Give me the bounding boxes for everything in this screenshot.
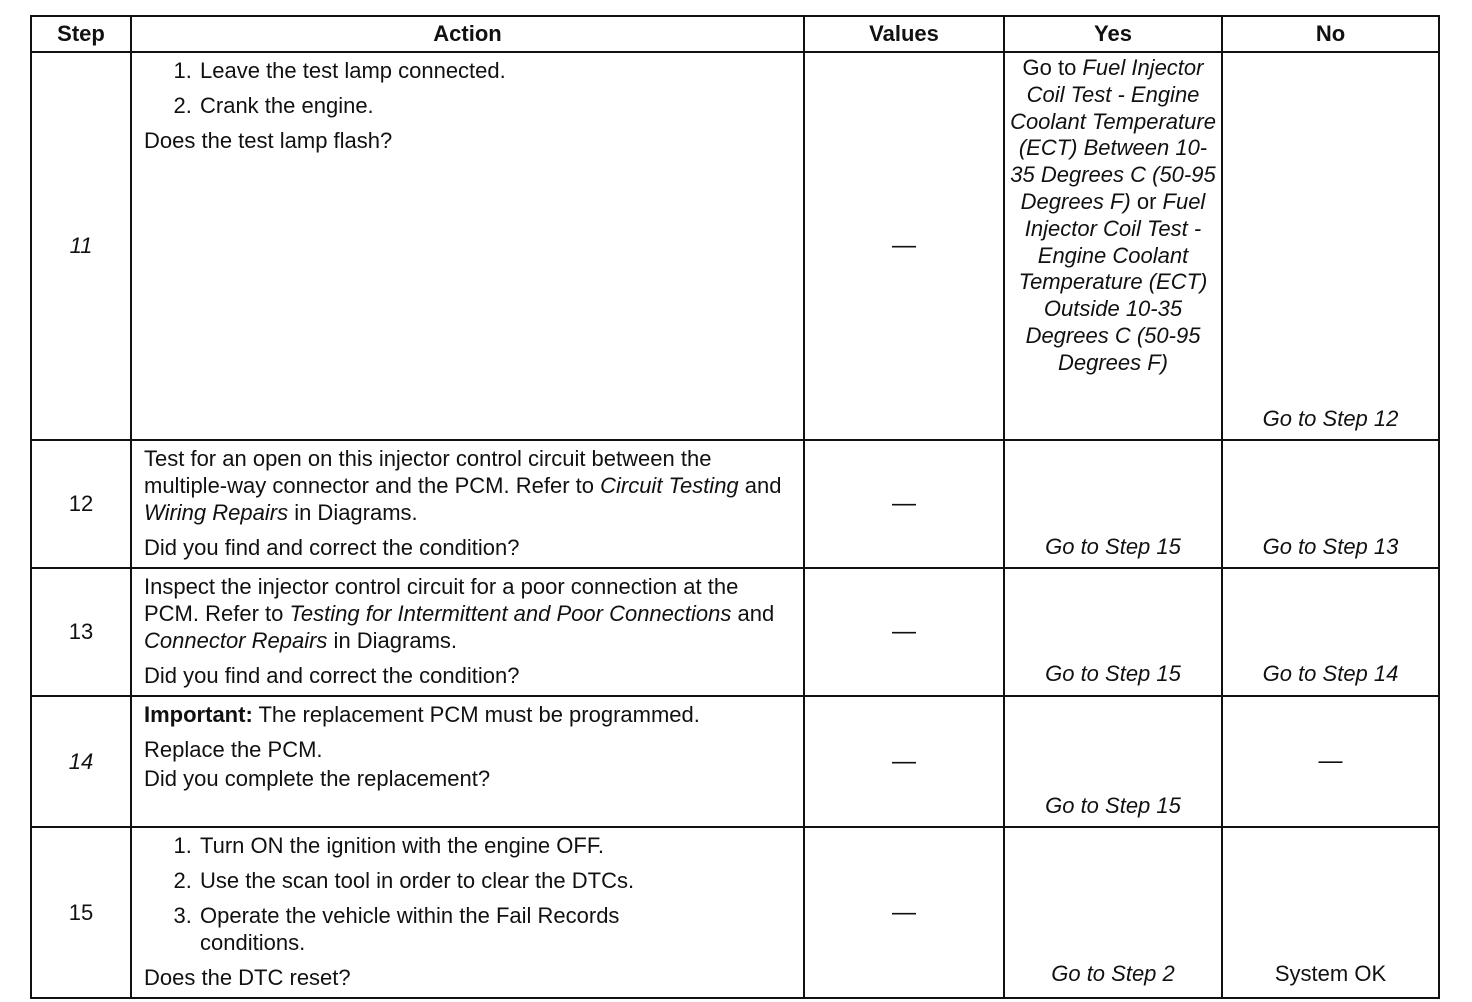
table-row (31, 440, 1439, 568)
header-row (31, 16, 1439, 52)
action-link-wiring-repairs[interactable]: Wiring Repairs (144, 500, 289, 525)
action-question: Did you complete the replacement? (144, 766, 491, 791)
important-note (144, 701, 793, 728)
yes-link[interactable]: Go to Step 15 (1045, 661, 1181, 687)
table-row (31, 568, 1439, 696)
list-item: 1. Leave the test lamp connected. (198, 57, 793, 84)
no-link[interactable]: Go to Step 12 (1262, 406, 1399, 432)
yes-or: or (1130, 188, 1163, 214)
action-cell (131, 696, 804, 827)
values-cell: — (804, 827, 1004, 998)
step-number: 11 (31, 52, 131, 440)
action-cell (131, 568, 804, 696)
action-list (144, 832, 793, 956)
action-cell (131, 440, 804, 568)
action-text (144, 573, 793, 654)
no-cell (1222, 827, 1439, 998)
no-result: System OK (1274, 961, 1387, 987)
no-cell (1222, 568, 1439, 696)
action-text-part: Inspect the injector control circuit for a poor connection at the PCM. Refer to (144, 574, 739, 626)
action-instruction: Replace the PCM. (144, 737, 323, 762)
action-question: Did you find and correct the condition? (144, 535, 520, 560)
values-cell: — (804, 568, 1004, 696)
action-text-part: Test for an open on this injector control circuit between the multiple-way connector and the PCM. Refer to (144, 446, 712, 498)
action-link-circuit-testing[interactable]: Circuit Testing (600, 473, 739, 498)
no-link[interactable]: Go to Step 14 (1262, 661, 1399, 687)
yes-link-outside[interactable]: Fuel Injector Coil Test - Engine Coolant Temperature (ECT) Outside 10-35 Degrees C (50-95 Degrees F) (1018, 188, 1208, 375)
step-number: 14 (31, 696, 131, 827)
step-number: 12 (31, 440, 131, 568)
no-cell (1222, 440, 1439, 568)
step-number: 13 (31, 568, 131, 696)
action-text (144, 445, 793, 526)
list-item: 3. Operate the vehicle within the Fail Records conditions. (198, 902, 793, 956)
table-row (31, 696, 1439, 827)
action-text-part: in Diagrams. (288, 500, 418, 525)
action-text-part: and (738, 473, 782, 498)
important-label: Important: (144, 702, 253, 727)
action-list (144, 57, 793, 119)
diagnostic-table (30, 15, 1440, 999)
yes-prefix: Go to (1022, 55, 1083, 80)
no-link[interactable]: Go to Step 13 (1262, 534, 1399, 560)
header-no: No (1222, 16, 1439, 52)
action-cell (131, 52, 804, 440)
values-cell: — (804, 52, 1004, 440)
list-item: 2. Use the scan tool in order to clear the DTCs. (198, 867, 793, 894)
no-cell (1222, 52, 1439, 440)
values-cell: — (804, 440, 1004, 568)
action-text-part: in Diagrams. (327, 628, 458, 653)
list-item: 2. Crank the engine. (198, 92, 793, 119)
action-text-part: and (731, 601, 775, 626)
no-cell (1222, 696, 1439, 827)
action-cell (131, 827, 804, 998)
yes-link[interactable]: Go to Step 15 (1045, 534, 1181, 560)
table-row (31, 827, 1439, 998)
yes-cell (1004, 827, 1222, 998)
header-action: Action (131, 16, 804, 52)
action-link-testing-intermittent[interactable]: Testing for Intermittent and Poor Connections (289, 601, 732, 626)
no-value: — (1318, 747, 1343, 775)
values-cell: — (804, 696, 1004, 827)
list-item: 1. Turn ON the ignition with the engine OFF. (198, 832, 793, 859)
table-row (31, 52, 1439, 440)
action-question: Does the DTC reset? (144, 965, 351, 990)
header-step: Step (31, 16, 131, 52)
action-link-connector-repairs[interactable]: Connector Repairs (144, 628, 328, 653)
important-text: The replacement PCM must be programmed. (252, 702, 700, 727)
header-values: Values (804, 16, 1004, 52)
yes-cell (1004, 696, 1222, 827)
yes-link[interactable]: Go to Step 2 (1051, 961, 1175, 987)
yes-cell (1004, 440, 1222, 568)
step-number: 15 (31, 827, 131, 998)
yes-link-between[interactable]: Fuel Injector Coil Test - Engine Coolant Temperature (ECT) Between 10-35 Degrees C (50-95 Degrees F) (1010, 55, 1216, 214)
yes-cell (1004, 568, 1222, 696)
yes-link[interactable]: Go to Step 15 (1045, 793, 1181, 819)
action-question: Does the test lamp flash? (144, 128, 393, 153)
yes-text (1005, 53, 1221, 377)
action-question: Did you find and correct the condition? (144, 663, 520, 688)
yes-cell (1004, 52, 1222, 440)
header-yes: Yes (1004, 16, 1222, 52)
